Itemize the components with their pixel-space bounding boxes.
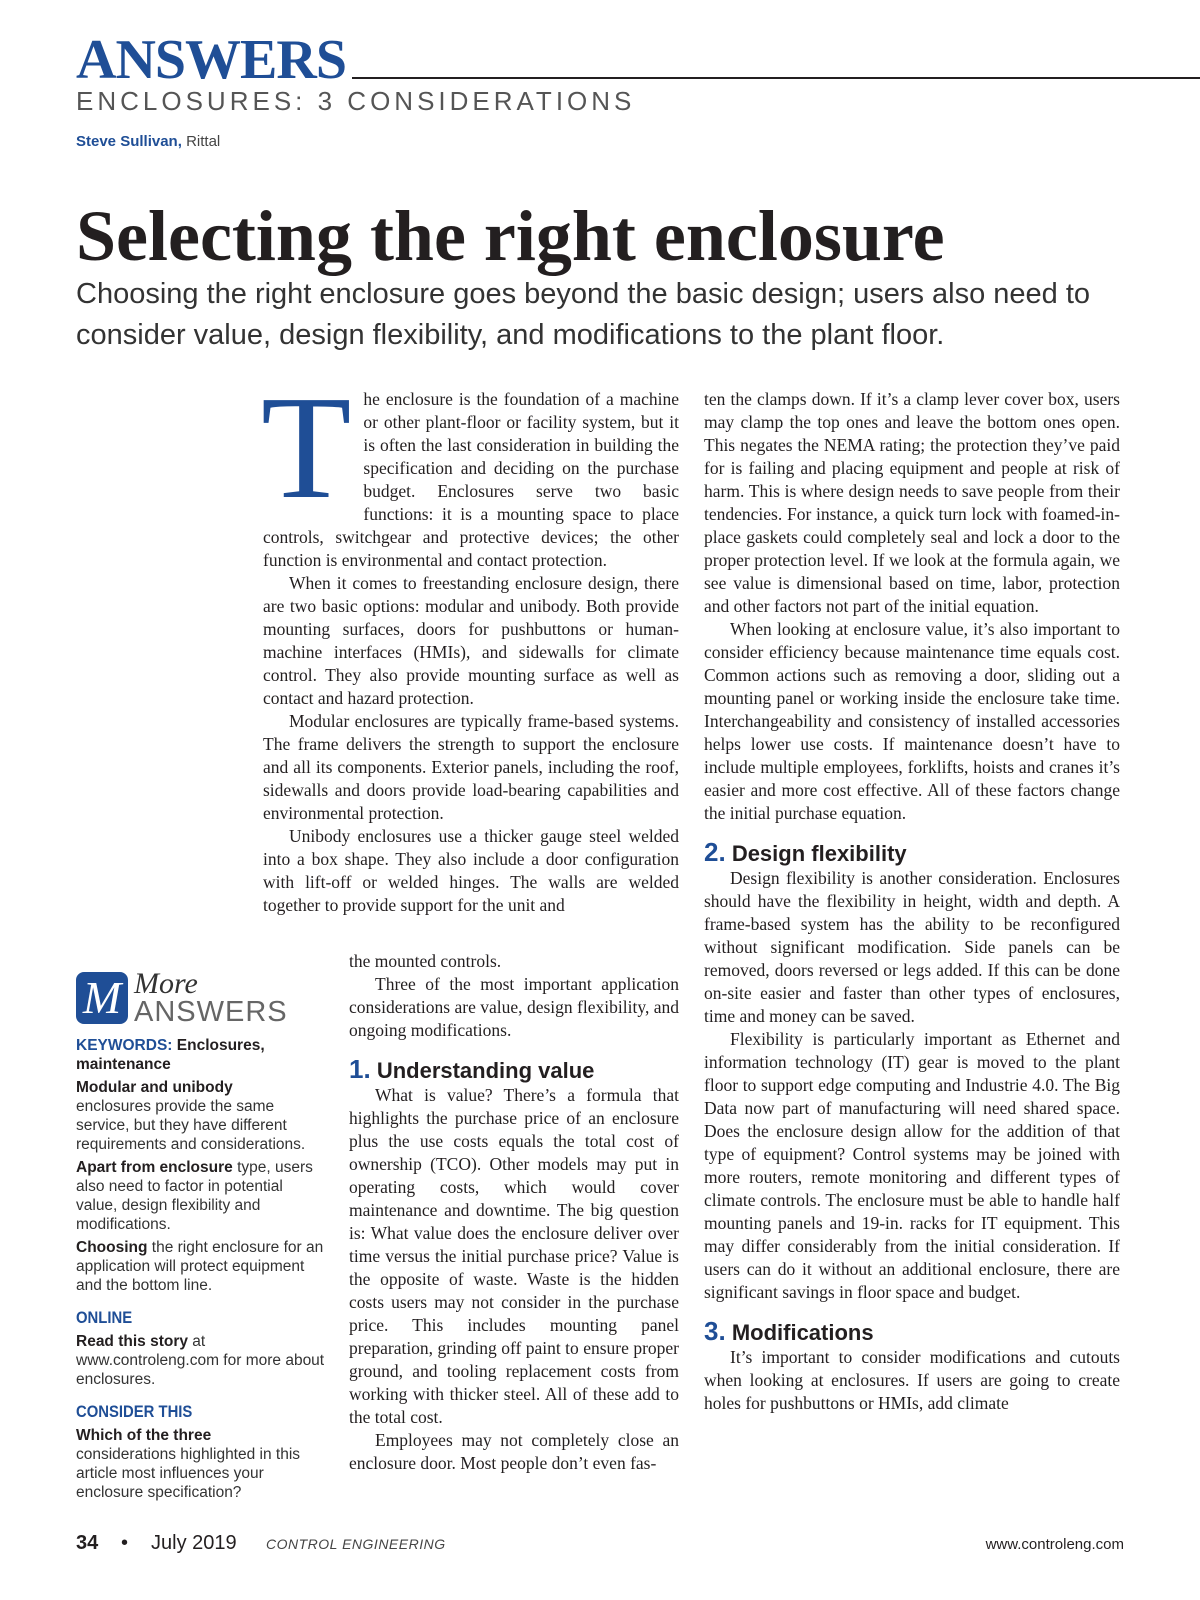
consider-heading: CONSIDER THIS: [76, 1403, 193, 1421]
drop-cap: T: [261, 366, 352, 530]
article-title: Selecting the right enclosure: [76, 196, 945, 276]
body-paragraph: When looking at enclosure value, it’s also important to consider efficiency because maintenance time equals cost. Common actions such as removing a door, sliding out a mounting panel or working inside the enclosure take time. Interchangeability and consistency of installed accessories helps lower use costs. If maintenance doesn’t have to include multiple employees, forklifts, hoists and cranes it’s easier and more cost effective. All of these factors change the initial purchase equation.: [704, 619, 1120, 823]
footer-url: www.controleng.com: [985, 1536, 1124, 1553]
sidebar-item-lead: Choosing: [76, 1239, 148, 1256]
consider-item: [76, 1426, 326, 1502]
subsection-label: ENCLOSURES: 3 CONSIDERATIONS: [76, 86, 636, 116]
more-label: More: [134, 967, 198, 1000]
byline: [76, 133, 220, 150]
consider-lead: Which of the three: [76, 1427, 212, 1444]
body-paragraph: Modular enclosures are typically frame-based systems. The frame delivers the strength to support the enclosure and all its components. Exterior panels, including the roof, sidewalls and doors provide load-bearing capabilities and environmental protection.: [263, 711, 679, 823]
online-text: at www.controleng.com for more about enclosures.: [76, 1333, 325, 1388]
m-badge-icon: M: [76, 972, 128, 1024]
author-name: Steve Sullivan,: [76, 133, 182, 150]
body-paragraph: Employees may not completely close an enclosure door. Most people don’t even fas-: [349, 1430, 679, 1473]
section-number: 3.: [704, 1316, 726, 1346]
body-paragraph: Design flexibility is another consideration. Enclosures should have the flexibility in height, width and depth. A frame-based system has the ability to be reconfigured without significant modification. Side panels can be removed, doors reversed or legs added. If this can be done on-site easier and faster than other types of enclosures, time and money can be saved.: [704, 868, 1120, 1026]
author-company: Rittal: [186, 133, 221, 150]
article-deck: Choosing the right enclosure goes beyond the basic design; users also need to consider value, design flexibility, and modifications to the plant floor.: [76, 278, 1091, 351]
section-title: Modifications: [731, 1320, 874, 1345]
body-paragraph: Unibody enclosures use a thicker gauge steel welded into a box shape. They also include a door configuration with lift-off or welded hinges. The walls are welded together to provide support for the unit and: [263, 826, 679, 915]
magazine-name: CONTROL ENGINEERING: [266, 1536, 446, 1552]
body-column-1: [261, 366, 679, 917]
keywords-label: KEYWORDS:: [76, 1037, 173, 1054]
body-paragraph: the mounted controls.: [349, 951, 502, 971]
issue-date: July 2019: [151, 1532, 237, 1554]
sidebar-item-lead: Apart from enclosure: [76, 1159, 233, 1176]
footer-bullet: •: [121, 1532, 129, 1554]
body-column-1-lower: [349, 950, 679, 1475]
body-paragraph: Flexibility is particularly important as Ethernet and information technology (IT) gear is moved to the plant floor to support edge computing and Industrie 4.0. The Big Data now part of manufacturing will need shared space. Does the enclosure design allow for the addition of that type of equipment? Control systems may be joined with more routers, remote monitoring and different types of climate controls. The enclosure must be able to handle half mounting panels and 19-in. racks for IT equipment. This may differ considerably from the initial consideration. If users can do it without an additional enclosure, there are significant savings in floor space and budget.: [704, 1029, 1120, 1302]
sidebar-item: [76, 1078, 326, 1154]
sidebar-item: [76, 1238, 326, 1295]
page-number: 34: [76, 1532, 99, 1554]
intro-paragraph: [261, 366, 679, 572]
online-item: [76, 1332, 326, 1389]
answers-label: ANSWERS: [134, 996, 288, 1028]
sidebar-item-text: enclosures provide the same service, but they have different requirements and considerations.: [76, 1098, 306, 1153]
section-heading-2: [704, 837, 1120, 869]
keywords-value: Enclosures, maintenance: [76, 1037, 265, 1073]
section-heading-1: [349, 1054, 679, 1086]
body-column-2: [704, 388, 1120, 1415]
body-paragraph: Three of the most important application considerations are value, design flexibility, and ongoing modifications.: [349, 974, 679, 1040]
section-title: Understanding value: [376, 1058, 595, 1083]
more-answers-sidebar: [76, 967, 326, 1506]
intro-text: he enclosure is the foundation of a machine or other plant-floor or facility system, but it is often the last consideration in building the specification and deciding on the purchase budget. Enclosures serve two basic functions: it is a mounting space to place controls, switchgear and protective devices; the other function is environmental and contact protection.: [263, 389, 679, 570]
online-heading: ONLINE: [76, 1309, 133, 1327]
keywords: [76, 1036, 326, 1074]
consider-text: considerations highlighted in this article most influences your enclosure specification?: [76, 1446, 301, 1501]
section-number: 1.: [349, 1054, 371, 1084]
sidebar-item-text: type, users also need to factor in potential value, design flexibility and modifications.: [76, 1159, 313, 1233]
section-label: ANSWERS: [76, 29, 346, 91]
header-rule: [352, 77, 1200, 79]
body-paragraph: When it comes to freestanding enclosure design, there are two basic options: modular and unibody. Both provide mounting surfaces, doors for pushbuttons or human-machine interfaces (HMIs), and sidewalls for climate control. They also provide mounting surface as well as contact and hazard protection.: [263, 573, 679, 708]
body-paragraph: ten the clamps down. If it’s a clamp lever cover box, users may clamp the top ones and leave the bottom ones open. This negates the NEMA rating; the protection they’ve paid for is failing and placing equipment and people at risk of harm. This is where design needs to save people from their tendencies. For instance, a quick turn lock with foamed-in-place gaskets could completely seal and lock a door to the proper protection level. If we look at the formula again, we see value is dimensional based on time, labor, protection and other factors not part of the initial equation.: [704, 389, 1120, 616]
sidebar-item-lead: Modular and unibody: [76, 1079, 233, 1096]
section-number: 2.: [704, 837, 726, 867]
section-heading-3: [704, 1316, 1120, 1348]
section-title: Design flexibility: [731, 841, 907, 866]
more-answers-logo: [76, 967, 326, 1028]
page-footer: [76, 1532, 1124, 1562]
body-paragraph: It’s important to consider modifications and cutouts when looking at enclosures. If users are going to create holes for pushbuttons or HMIs, add climate: [704, 1347, 1120, 1413]
sidebar-item: [76, 1158, 326, 1234]
body-paragraph: What is value? There’s a formula that highlights the purchase price of an enclosure plus the use costs equals the total cost of ownership (TCO). Other models may put in operating costs, which would cover maintenance and downtime. The big question is: What value does the enclosure deliver over time versus the initial purchase price? Value is the opposite of waste. Waste is the hidden costs users may not consider in the purchase price. This includes mounting panel preparation, grinding off paint to ensure proper ground, and tooling replacement costs from working with thicker steel. All of these add to the total cost.: [349, 1085, 679, 1427]
sidebar-item-text: the right enclosure for an application will protect equipment and the bottom line.: [76, 1239, 324, 1294]
online-lead: Read this story: [76, 1333, 188, 1350]
